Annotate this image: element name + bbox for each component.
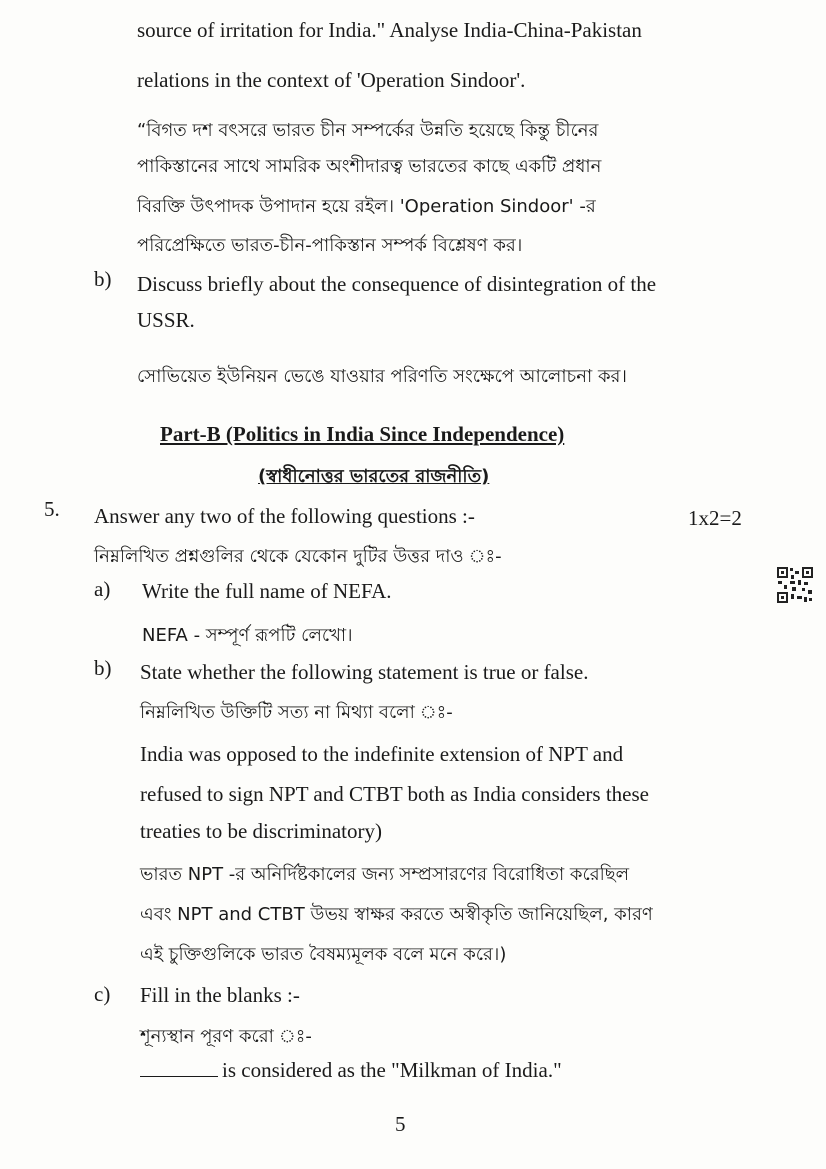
statement-text-line: treaties to be discriminatory) [140,819,383,843]
sub-question-label: b) [94,656,112,680]
question-text-line: Fill in the blanks :- [140,983,300,1007]
section-title-bengali: (স্বাধীনোত্তর ভারতের রাজনীতি) [258,466,490,487]
sub-question-label: b) [94,267,112,291]
question-text-line: source of irritation for India." Analyse India-China-Pakistan [137,18,642,42]
statement-text-bengali: এই চুক্তিগুলিকে ভারত বৈষম্যমূলক বলে মনে করে।) [140,944,507,965]
question-text-bengali: সোভিয়েত ইউনিয়ন ভেঙে যাওয়ার পরিণতি সংক্ষেপে আলোচনা কর। [137,366,627,387]
fill-blank-text: is considered as the "Milkman of India." [222,1058,562,1082]
statement-text-bengali: ভারত NPT -র অনির্দিষ্টকালের জন্য সম্প্রসারণের বিরোধিতা করেছিল [140,864,630,885]
question-text-line: Write the full name of NEFA. [142,579,392,603]
answer-blank [140,1062,218,1077]
question-number: 5. [44,497,60,521]
statement-text-line: refused to sign NPT and CTBT both as India considers these [140,782,649,806]
question-text-bengali: NEFA - সম্পূর্ণ রূপটি লেখো। [142,625,353,646]
question-text-bengali: “বিগত দশ বৎসরে ভারত চীন সম্পর্কের উন্নতি হয়েছে কিন্তু চীনের [137,120,599,141]
question-text-bengali: বিরক্তি উৎপাদক উপাদান হয়ে রইল। 'Operation Sindoor' -র [137,196,596,217]
question-instruction-bengali: নিম্নলিখিত প্রশ্নগুলির থেকে যেকোন দুটির উত্তর দাও ঃ- [94,546,502,567]
question-text-bengali: পাকিস্তানের সাথে সামরিক অংশীদারত্ব ভারতের কাছে একটি প্রধান [137,156,602,177]
question-instruction: Answer any two of the following questions :- [94,504,475,528]
question-text-line: USSR. [137,308,195,332]
question-text-line: State whether the following statement is true or false. [140,660,589,684]
question-text-bengali: নিম্নলিখিত উক্তিটি সত্য না মিথ্যা বলো ঃ- [140,702,453,723]
statement-text-line: India was opposed to the indefinite extension of NPT and [140,742,624,766]
question-text-bengali: শূন্যস্থান পূরণ করো ঃ- [140,1026,312,1047]
qr-code-icon [776,566,814,604]
sub-question-label: a) [94,577,111,601]
statement-text-bengali: এবং NPT and CTBT উভয় স্বাক্ষর করতে অস্বীকৃতি জানিয়েছিল, কারণ [140,904,653,925]
question-text-bengali: পরিপ্রেক্ষিতে ভারত-চীন-পাকিস্তান সম্পর্ক বিশ্লেষণ কর। [137,235,523,256]
question-text-line: Discuss briefly about the consequence of disintegration of the [137,272,657,296]
question-text-line: relations in the context of 'Operation Sindoor'. [137,68,526,92]
sub-question-label: c) [94,982,111,1006]
section-title: Part-B (Politics in India Since Independence) [160,422,565,446]
page-number: 5 [395,1112,406,1136]
marks-label: 1x2=2 [688,506,742,530]
fill-blank-question [140,1058,562,1083]
